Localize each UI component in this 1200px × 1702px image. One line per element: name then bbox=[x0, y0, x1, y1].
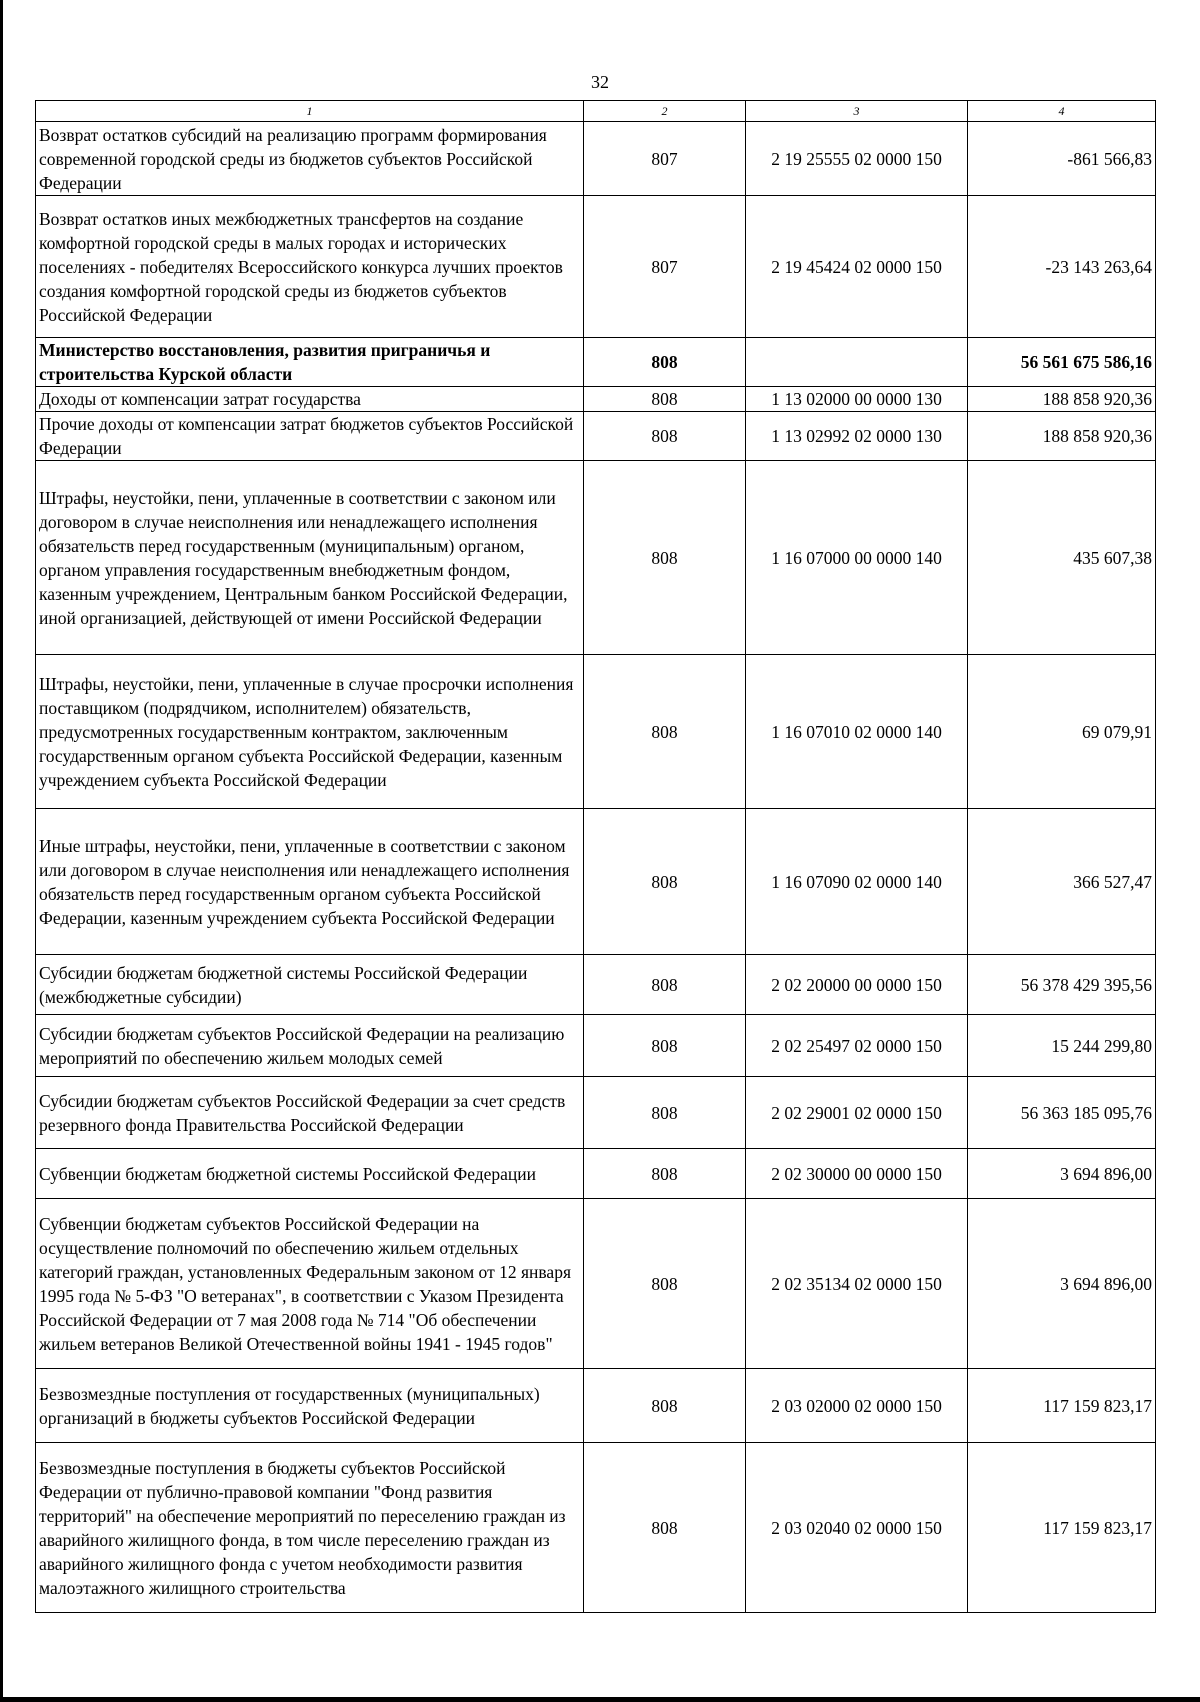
table-row bbox=[36, 387, 1156, 412]
row-name: Субвенции бюджетам бюджетной системы Российской Федерации bbox=[36, 1149, 584, 1199]
row-name: Субсидии бюджетам субъектов Российской Федерации на реализацию мероприятий по обеспечению жильем молодых семей bbox=[36, 1015, 584, 1077]
row-budget-code bbox=[746, 338, 968, 387]
table-row bbox=[36, 1199, 1156, 1369]
table-row bbox=[36, 1369, 1156, 1443]
header-row bbox=[36, 101, 1156, 122]
row-admin-code: 807 bbox=[584, 196, 746, 338]
row-admin-code: 808 bbox=[584, 809, 746, 955]
row-name: Доходы от компенсации затрат государства bbox=[36, 387, 584, 412]
row-amount: -861 566,83 bbox=[968, 122, 1156, 196]
row-admin-code: 808 bbox=[584, 387, 746, 412]
row-amount: 3 694 896,00 bbox=[968, 1149, 1156, 1199]
row-budget-code: 2 02 20000 00 0000 150 bbox=[746, 955, 968, 1015]
row-budget-code: 2 02 30000 00 0000 150 bbox=[746, 1149, 968, 1199]
row-name: Возврат остатков иных межбюджетных трансфертов на создание комфортной городской среды в малых городах и исторических поселениях - победителях Всероссийского конкурса лучших проектов создания комфортной городской среды из бюджетов субъектов Российской Федерации bbox=[36, 196, 584, 338]
row-admin-code: 808 bbox=[584, 461, 746, 655]
row-budget-code: 2 02 29001 02 0000 150 bbox=[746, 1077, 968, 1149]
row-name: Безвозмездные поступления в бюджеты субъектов Российской Федерации от публично-правовой компании "Фонд развития территорий" на обеспечение мероприятий по переселению граждан из аварийного жилищного фонда, в том числе переселению граждан из аварийного жилищного фонда с учетом необходимости развития малоэтажного жилищного строительства bbox=[36, 1443, 584, 1613]
row-name: Министерство восстановления, развития приграничья и строительства Курской области bbox=[36, 338, 584, 387]
table-row bbox=[36, 655, 1156, 809]
row-name: Штрафы, неустойки, пени, уплаченные в соответствии с законом или договором в случае неисполнения или ненадлежащего исполнения обязательств перед государственным (муниципальным) органом, органом управления государственным внебюджетным фондом, казенным учреждением, Центральным банком Российской Федерации, иной организацией, действующей от имени Российской Федерации bbox=[36, 461, 584, 655]
table-row-section-total bbox=[36, 338, 1156, 387]
row-amount: 15 244 299,80 bbox=[968, 1015, 1156, 1077]
row-amount: 56 378 429 395,56 bbox=[968, 955, 1156, 1015]
table-row bbox=[36, 461, 1156, 655]
row-budget-code: 2 19 25555 02 0000 150 bbox=[746, 122, 968, 196]
scan-edge-left bbox=[0, 0, 3, 1702]
row-budget-code: 2 19 45424 02 0000 150 bbox=[746, 196, 968, 338]
row-amount: 366 527,47 bbox=[968, 809, 1156, 955]
table-row bbox=[36, 1443, 1156, 1613]
table-row bbox=[36, 809, 1156, 955]
row-name: Прочие доходы от компенсации затрат бюджетов субъектов Российской Федерации bbox=[36, 412, 584, 461]
row-admin-code: 808 bbox=[584, 1015, 746, 1077]
row-amount: 56 561 675 586,16 bbox=[968, 338, 1156, 387]
budget-table bbox=[35, 100, 1156, 1613]
row-name: Субвенции бюджетам субъектов Российской Федерации на осуществление полномочий по обеспечению жильем отдельных категорий граждан, установленных Федеральным законом от 12 января 1995 года № 5-ФЗ "О ветеранах", в соответствии с Указом Президента Российской Федерации от 7 мая 2008 года № 714 "Об обеспечении жильем ветеранов Великой Отечественной войны 1941 - 1945 годов" bbox=[36, 1199, 584, 1369]
row-budget-code: 1 13 02000 00 0000 130 bbox=[746, 387, 968, 412]
table-row bbox=[36, 1077, 1156, 1149]
table-row bbox=[36, 1015, 1156, 1077]
row-budget-code: 2 03 02040 02 0000 150 bbox=[746, 1443, 968, 1613]
row-budget-code: 2 03 02000 02 0000 150 bbox=[746, 1369, 968, 1443]
row-admin-code: 808 bbox=[584, 955, 746, 1015]
row-admin-code: 808 bbox=[584, 1199, 746, 1369]
table-row bbox=[36, 122, 1156, 196]
row-admin-code: 808 bbox=[584, 655, 746, 809]
row-amount: 3 694 896,00 bbox=[968, 1199, 1156, 1369]
row-amount: 56 363 185 095,76 bbox=[968, 1077, 1156, 1149]
row-amount: 188 858 920,36 bbox=[968, 387, 1156, 412]
row-admin-code: 808 bbox=[584, 338, 746, 387]
table-row bbox=[36, 955, 1156, 1015]
row-budget-code: 1 16 07000 00 0000 140 bbox=[746, 461, 968, 655]
table-row bbox=[36, 1149, 1156, 1199]
row-name: Субсидии бюджетам бюджетной системы Российской Федерации (межбюджетные субсидии) bbox=[36, 955, 584, 1015]
row-name: Безвозмездные поступления от государственных (муниципальных) организаций в бюджеты субъектов Российской Федерации bbox=[36, 1369, 584, 1443]
column-header-1: 1 bbox=[36, 101, 584, 122]
row-amount: -23 143 263,64 bbox=[968, 196, 1156, 338]
row-budget-code: 1 16 07090 02 0000 140 bbox=[746, 809, 968, 955]
row-name: Возврат остатков субсидий на реализацию программ формирования современной городской среды из бюджетов субъектов Российской Федерации bbox=[36, 122, 584, 196]
column-header-2: 2 bbox=[584, 101, 746, 122]
row-admin-code: 808 bbox=[584, 1149, 746, 1199]
row-amount: 117 159 823,17 bbox=[968, 1369, 1156, 1443]
row-admin-code: 808 bbox=[584, 412, 746, 461]
row-admin-code: 808 bbox=[584, 1443, 746, 1613]
row-admin-code: 808 bbox=[584, 1077, 746, 1149]
table-row bbox=[36, 412, 1156, 461]
row-amount: 69 079,91 bbox=[968, 655, 1156, 809]
row-budget-code: 1 13 02992 02 0000 130 bbox=[746, 412, 968, 461]
table-row bbox=[36, 196, 1156, 338]
row-name: Субсидии бюджетам субъектов Российской Федерации за счет средств резервного фонда Правительства Российской Федерации bbox=[36, 1077, 584, 1149]
row-budget-code: 2 02 25497 02 0000 150 bbox=[746, 1015, 968, 1077]
row-name: Штрафы, неустойки, пени, уплаченные в случае просрочки исполнения поставщиком (подрядчиком, исполнителем) обязательств, предусмотренных государственным контрактом, заключенным государственным органом субъекта Российской Федерации, казенным учреждением субъекта Российской Федерации bbox=[36, 655, 584, 809]
page-number: 32 bbox=[591, 72, 609, 92]
row-admin-code: 807 bbox=[584, 122, 746, 196]
row-name: Иные штрафы, неустойки, пени, уплаченные в соответствии с законом или договором в случае неисполнения или ненадлежащего исполнения обязательств перед государственным органом субъекта Российской Федерации, казенным учреждением субъекта Российской Федерации bbox=[36, 809, 584, 955]
scan-edge-bottom bbox=[0, 1697, 1200, 1702]
column-header-3: 3 bbox=[746, 101, 968, 122]
row-budget-code: 1 16 07010 02 0000 140 bbox=[746, 655, 968, 809]
column-header-4: 4 bbox=[968, 101, 1156, 122]
row-admin-code: 808 bbox=[584, 1369, 746, 1443]
row-amount: 435 607,38 bbox=[968, 461, 1156, 655]
row-budget-code: 2 02 35134 02 0000 150 bbox=[746, 1199, 968, 1369]
row-amount: 117 159 823,17 bbox=[968, 1443, 1156, 1613]
row-amount: 188 858 920,36 bbox=[968, 412, 1156, 461]
